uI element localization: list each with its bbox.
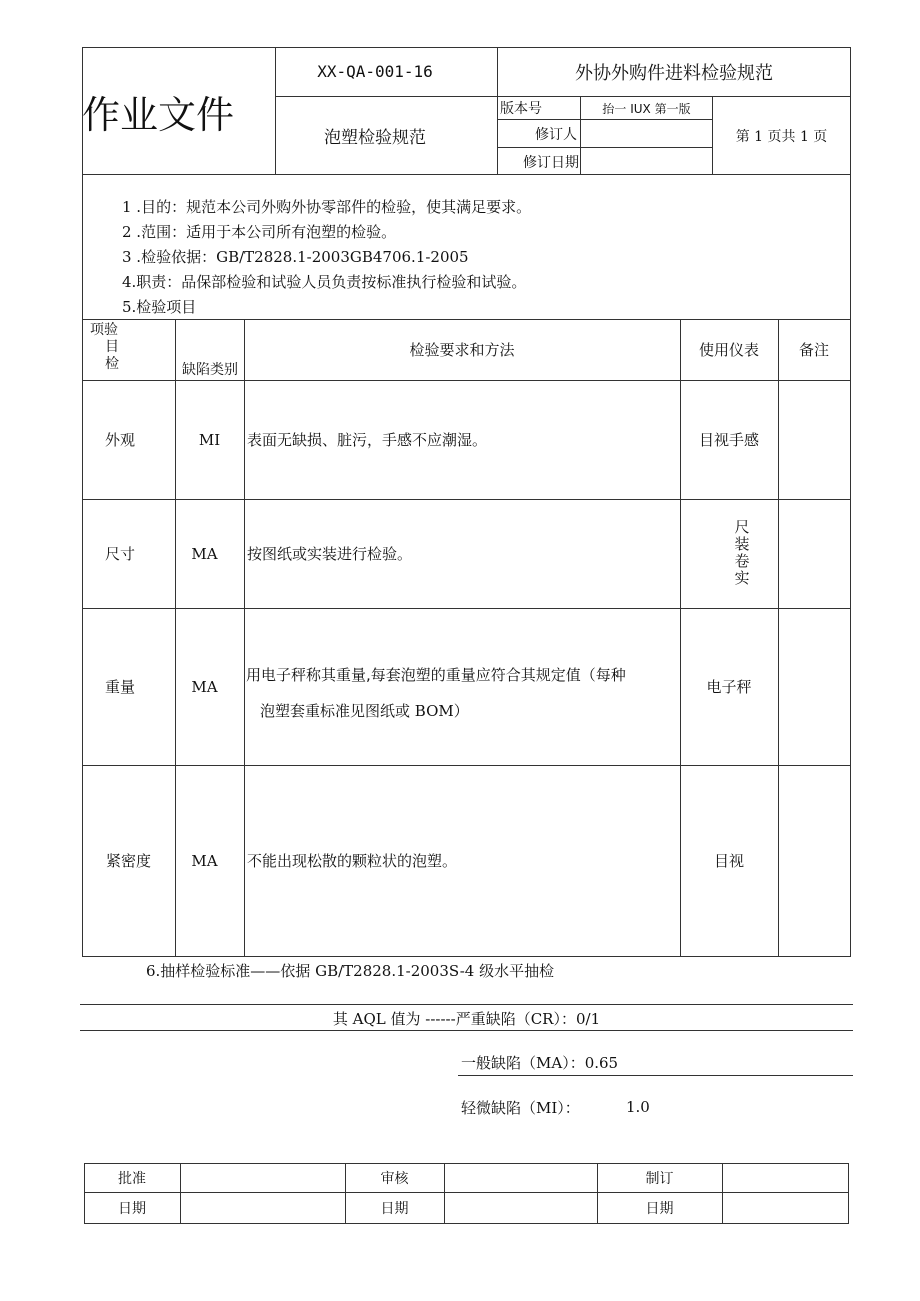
aql-critical-line: 其 AQL 值为 ------严重缺陷（CR）：0/1 [332, 1009, 601, 1028]
aql-minor-label: 轻微缺陷（MI）： [461, 1098, 580, 1117]
intro-basis: 3 .检验依据：GB/T2828.1-2003GB4706.1-2005 [122, 247, 469, 266]
row-remark [778, 499, 850, 608]
row-instrument: 电子秤 [706, 678, 752, 696]
header-item-mid: 目 [105, 339, 119, 355]
header-method: 检验要求和方法 [409, 341, 515, 359]
row-method: 用电子秤称其重量,每套泡塑的重量应符合其规定值（每种 [246, 665, 626, 684]
intro-purpose: 1 .目的：规范本公司外购外协零部件的检验，使其满足要求。 [122, 197, 532, 216]
row-defect-class: MA [191, 851, 218, 870]
body-frame-right [850, 175, 851, 957]
row-remark [778, 380, 850, 499]
document-code: XX-QA-001-16 [317, 62, 433, 81]
document-series: 外协外购件进料检验规范 [575, 62, 773, 84]
row-defect-class: MA [191, 677, 218, 696]
prepare-label: 制订 [645, 1170, 674, 1187]
header-remark: 备注 [798, 341, 829, 359]
row-remark [778, 608, 850, 765]
sampling-standard: 6.抽样检验标准——依据 GB/T2828.1-2003S-4 级水平抽检 [146, 961, 555, 980]
row-instrument: 尺装卷实 [734, 518, 750, 587]
row-item: 紧密度 [105, 852, 151, 870]
row-remark [778, 765, 850, 956]
header-instrument: 使用仪表 [698, 341, 759, 359]
aql-major-line: 一般缺陷（MA）：0.65 [461, 1053, 619, 1072]
document-title: 泡塑检验规范 [324, 128, 426, 148]
row-item: 重量 [104, 678, 135, 696]
revise-date-label: 修订日期 [523, 154, 579, 171]
row-method-line2: 泡塑套重标准见图纸或 BOM） [260, 701, 469, 720]
row-method: 按图纸或实装进行检验。 [247, 545, 413, 563]
aql-minor-value: 1.0 [626, 1098, 650, 1116]
row-defect-class: MI [198, 430, 221, 449]
reviser-label: 修订人 [535, 126, 577, 143]
row-item: 尺寸 [104, 545, 135, 563]
document-type: 作业文件 [82, 92, 235, 137]
row-instrument: 目视 [713, 852, 744, 870]
row-method: 不能出现松散的颗粒状的泡塑。 [247, 852, 458, 870]
row-item: 外观 [104, 431, 135, 449]
header-item-bottom: 检 [105, 356, 119, 372]
prepare-date-label: 日期 [645, 1201, 674, 1217]
review-label: 审核 [380, 1170, 409, 1187]
approve-label: 批准 [118, 1170, 146, 1187]
version-label: 版本号 [500, 101, 542, 117]
row-method: 表面无缺损、脏污，手感不应潮湿。 [247, 431, 488, 449]
header-item-top: 项验 [90, 322, 118, 338]
page-info: 第 1 页共 1 页 [735, 128, 828, 145]
version-value: 抬一 IUX 第一版 [602, 101, 691, 116]
row-instrument: 目视手感 [698, 431, 759, 449]
review-date-label: 日期 [380, 1201, 409, 1217]
intro-duty: 4.职责：品保部检验和试验人员负责按标准执行检验和试验。 [122, 272, 527, 291]
intro-items: 5.检验项目 [122, 297, 197, 316]
header-defect-class: 缺陷类别 [182, 362, 238, 378]
row-defect-class: MA [191, 544, 218, 563]
intro-scope: 2 .范围：适用于本公司所有泡塑的检验。 [122, 222, 397, 241]
approve-date-label: 日期 [118, 1201, 146, 1217]
